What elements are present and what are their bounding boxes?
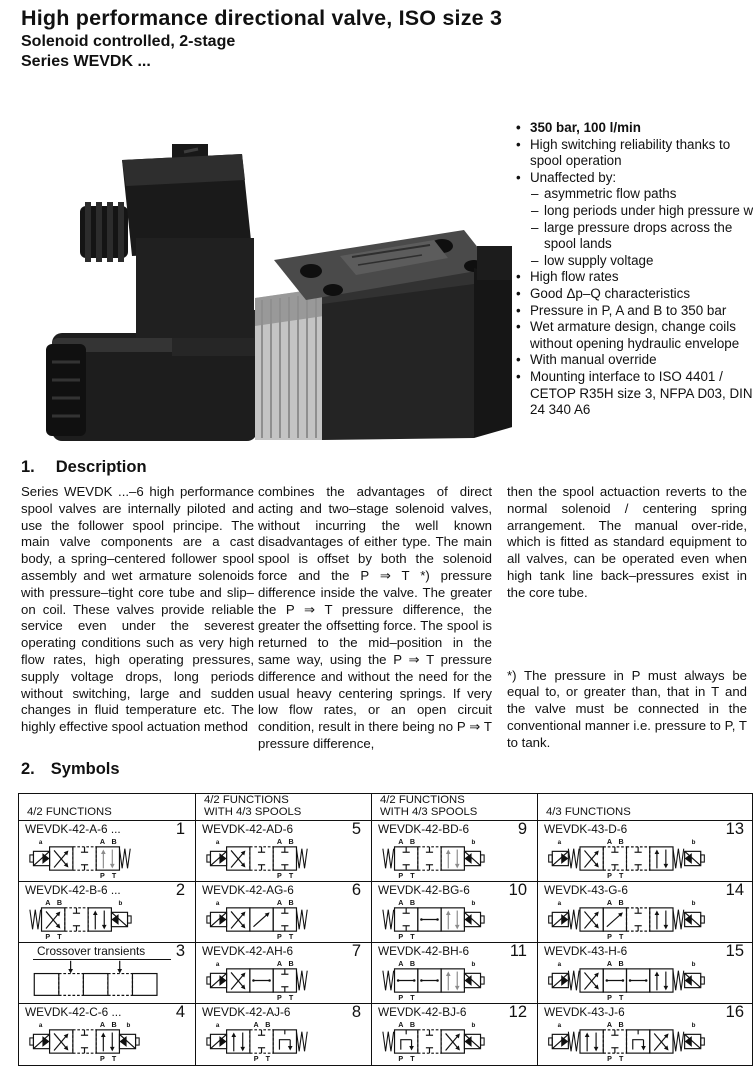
valve-symbol-graphic bbox=[27, 959, 165, 999]
symbol-cell bbox=[538, 943, 753, 1004]
svg-text:A: A bbox=[99, 838, 106, 847]
svg-text:b: b bbox=[691, 839, 696, 847]
symbol-drawing bbox=[25, 898, 191, 941]
svg-text:A: A bbox=[606, 1021, 613, 1030]
series-name: Series WEVDK ... bbox=[21, 53, 151, 70]
svg-text:B: B bbox=[288, 899, 294, 908]
symbol-number: 13 bbox=[725, 821, 744, 838]
feature-item bbox=[516, 220, 753, 253]
svg-text:A: A bbox=[606, 960, 613, 969]
svg-text:P: P bbox=[398, 933, 404, 941]
symbol-label: WEVDK-42-BD-6 bbox=[378, 822, 470, 836]
symbol-label: WEVDK-42-BJ-6 bbox=[378, 1005, 467, 1019]
symbol-label: WEVDK-42-AD-6 bbox=[202, 822, 294, 836]
svg-text:A: A bbox=[99, 1021, 106, 1030]
bullet-icon: • bbox=[516, 285, 521, 301]
svg-text:P: P bbox=[277, 933, 282, 941]
svg-text:T: T bbox=[410, 994, 415, 1002]
symbol-drawing bbox=[378, 959, 533, 1002]
svg-text:P: P bbox=[607, 872, 612, 880]
svg-text:a: a bbox=[215, 961, 220, 969]
symbol-drawing bbox=[544, 898, 750, 941]
valve-symbol-graphic bbox=[380, 898, 487, 941]
svg-text:P: P bbox=[607, 1055, 612, 1063]
feature-text: High flow rates bbox=[530, 269, 619, 285]
description-column-2: combines the advantages of direct acting and two–stage solenoid valves, without incurring the well known disadvantages of either type. The main spool is offset by both the solenoid force and the P ⇒ T *) pressure difference inside the valve. The greater the P ⇒ T pressure difference, the greater the offsetting force. The spool is returned to the mid–position in the same way, using the P ⇒ T pressure difference and without the need for the usual heavy centering springs. If very low flow rates, or an open circuit condition, result in there being no P ⇒ T pressure difference, bbox=[258, 484, 492, 751]
svg-text:B: B bbox=[111, 1021, 117, 1030]
valve-symbol-graphic bbox=[380, 837, 487, 880]
svg-text:B: B bbox=[618, 960, 624, 969]
svg-text:P: P bbox=[45, 933, 51, 941]
symbol-drawing bbox=[25, 1020, 191, 1063]
svg-text:B: B bbox=[265, 1021, 271, 1030]
symbol-number: 1 bbox=[175, 821, 185, 838]
valve-symbol-graphic bbox=[204, 837, 311, 880]
dash-icon: – bbox=[531, 219, 539, 235]
symbol-drawing bbox=[202, 959, 367, 1002]
svg-text:B: B bbox=[288, 838, 294, 847]
symbol-cell bbox=[372, 821, 538, 882]
svg-text:P: P bbox=[277, 872, 282, 880]
symbol-drawing bbox=[378, 837, 533, 880]
svg-text:B: B bbox=[618, 1021, 624, 1030]
dash-icon: – bbox=[531, 202, 539, 218]
feature-text: Mounting interface to ISO 4401 / CETOP R35H size 3, NFPA D03, DIN 24 340 A6 bbox=[530, 368, 753, 418]
svg-text:P: P bbox=[277, 994, 282, 1002]
svg-text:T: T bbox=[288, 994, 294, 1002]
bullet-icon: • bbox=[516, 169, 521, 185]
symbol-label: WEVDK-43-G-6 bbox=[544, 883, 628, 897]
svg-text:B: B bbox=[409, 838, 416, 847]
symbol-cell bbox=[372, 943, 538, 1004]
symbol-label: WEVDK-42-AG-6 bbox=[202, 883, 294, 897]
symbol-label: WEVDK-42-BH-6 bbox=[378, 944, 470, 958]
symbol-cell bbox=[19, 821, 196, 882]
symbol-cell bbox=[372, 1004, 538, 1065]
feature-item bbox=[516, 120, 753, 137]
symbol-cell bbox=[19, 882, 196, 943]
bullet-icon: • bbox=[516, 368, 521, 384]
svg-text:B: B bbox=[111, 838, 117, 847]
feature-text: Wet armature design, change coils without opening hydraulic envelope bbox=[530, 319, 740, 351]
valve-symbol-graphic bbox=[204, 959, 311, 1002]
svg-text:T: T bbox=[111, 1055, 117, 1063]
symbol-label: WEVDK-42-AJ-6 bbox=[202, 1005, 291, 1019]
valve-symbol-graphic bbox=[204, 898, 311, 941]
feature-list bbox=[516, 120, 753, 419]
symbol-drawing bbox=[25, 959, 191, 999]
svg-text:T: T bbox=[111, 872, 117, 880]
feature-item bbox=[516, 203, 753, 220]
symbol-drawing bbox=[202, 898, 367, 941]
section-number: 2. bbox=[21, 760, 35, 778]
dash-icon: – bbox=[531, 186, 539, 202]
section-title: Description bbox=[55, 458, 147, 476]
description-column-1: Series WEVDK ...–6 high performance spool valves are internally piloted and use the follower spool principe. The main valve components are a cast body, a spring–centered follower spool assembly and wet armature solenoids with pressure–tight core tube and slip–on coil. These valves provide reliable service even under the severest operating conditions such as very high flow rates, high operating pressures, supply voltage drops, long periods without switching, large and sudden changes in fluid temperature etc. The highly effective spool actuation method bbox=[21, 484, 254, 735]
svg-text:A: A bbox=[398, 899, 404, 908]
symbol-label: WEVDK-42-C-6 ... bbox=[25, 1005, 122, 1019]
feature-text: With manual override bbox=[530, 352, 657, 368]
symbol-number: 15 bbox=[725, 943, 744, 960]
feature-text: High switching reliability thanks to spool operation bbox=[530, 136, 731, 169]
bullet-icon: • bbox=[516, 319, 521, 335]
page-subtitle: Solenoid controlled, 2-stage bbox=[21, 33, 236, 50]
svg-text:A: A bbox=[398, 838, 404, 847]
symbol-label: WEVDK-42-A-6 ... bbox=[25, 822, 121, 836]
svg-text:a: a bbox=[38, 839, 43, 847]
svg-text:B: B bbox=[618, 838, 624, 847]
symbol-cell bbox=[538, 821, 753, 882]
symbol-number: 5 bbox=[351, 821, 361, 838]
svg-text:A: A bbox=[45, 899, 51, 908]
symbol-label: WEVDK-43-J-6 bbox=[544, 1005, 625, 1019]
symbols-column-header: 4/2 FUNCTIONS bbox=[19, 794, 196, 821]
description-column-3-text: then the spool actuaction reverts to the normal solenoid / centering spring arrangement. The manual over-ride, which is fitted as standard equipment to all valves, can be operated even when high tank line back–pressures exist in the core tube. bbox=[507, 484, 747, 600]
valve-symbol-graphic bbox=[546, 1020, 707, 1063]
symbol-number: 3 bbox=[175, 943, 185, 960]
symbol-label: Crossover transients bbox=[33, 944, 171, 960]
symbol-label: WEVDK-42-BG-6 bbox=[378, 883, 470, 897]
feature-text: large pressure drops across the spool lands bbox=[544, 219, 733, 252]
symbol-cell bbox=[196, 821, 372, 882]
svg-text:A: A bbox=[398, 960, 404, 969]
valve-symbol-graphic bbox=[546, 898, 707, 941]
symbol-cell bbox=[19, 1004, 196, 1065]
description-column-3 bbox=[507, 484, 747, 752]
symbol-cell bbox=[196, 882, 372, 943]
section-heading-symbols bbox=[21, 760, 120, 779]
symbol-number: 16 bbox=[725, 1004, 744, 1021]
svg-text:b: b bbox=[471, 961, 476, 969]
product-photo bbox=[22, 118, 512, 448]
symbols-table bbox=[18, 793, 753, 1066]
feature-item bbox=[516, 352, 753, 369]
svg-text:b: b bbox=[691, 1022, 696, 1030]
symbols-column-header: 4/3 FUNCTIONS bbox=[538, 794, 753, 821]
svg-text:b: b bbox=[471, 1022, 476, 1030]
symbol-number: 4 bbox=[175, 1004, 185, 1021]
feature-text: Unaffected by: bbox=[530, 169, 617, 185]
symbol-label: WEVDK-43-D-6 bbox=[544, 822, 628, 836]
symbol-number: 11 bbox=[509, 943, 527, 960]
svg-text:P: P bbox=[607, 994, 612, 1002]
symbol-number: 7 bbox=[351, 943, 361, 960]
symbol-drawing bbox=[378, 898, 533, 941]
svg-text:T: T bbox=[618, 994, 624, 1002]
svg-text:A: A bbox=[253, 1021, 259, 1030]
valve-symbol-graphic bbox=[380, 1020, 487, 1063]
svg-text:P: P bbox=[253, 1055, 259, 1063]
section-number: 1. bbox=[21, 458, 35, 476]
svg-text:b: b bbox=[126, 1022, 131, 1030]
symbol-number: 8 bbox=[351, 1004, 361, 1021]
valve-symbol-graphic bbox=[27, 1020, 142, 1063]
symbol-label: WEVDK-42-B-6 ... bbox=[25, 883, 121, 897]
feature-text: 350 bar, 100 l/min bbox=[530, 120, 641, 135]
feature-text: Pressure in P, A and B to 350 bar bbox=[530, 302, 727, 318]
svg-text:a: a bbox=[38, 1022, 43, 1030]
bullet-icon: • bbox=[516, 302, 521, 318]
svg-text:P: P bbox=[398, 872, 404, 880]
svg-text:B: B bbox=[288, 960, 294, 969]
svg-text:b: b bbox=[471, 900, 476, 908]
symbol-cell bbox=[538, 882, 753, 943]
svg-text:a: a bbox=[215, 1022, 220, 1030]
footnote: *) The pressure in P must always be equal to, or greater than, that in T and the valve must be connected in the conventional manner i.e. pressure to P, T to tank. bbox=[507, 667, 747, 750]
symbols-column-header: 4/2 FUNCTIONS WITH 4/3 SPOOLS bbox=[196, 794, 372, 821]
svg-text:a: a bbox=[557, 961, 562, 969]
svg-text:T: T bbox=[265, 1055, 270, 1063]
symbol-drawing bbox=[544, 1020, 750, 1063]
feature-text: long periods under high pressure w bbox=[544, 202, 753, 218]
feature-item bbox=[516, 253, 753, 270]
symbol-drawing bbox=[378, 1020, 533, 1063]
svg-text:B: B bbox=[409, 1021, 416, 1030]
bullet-icon: • bbox=[516, 269, 521, 285]
feature-item bbox=[516, 369, 753, 419]
symbol-drawing bbox=[202, 837, 367, 880]
symbol-number: 12 bbox=[508, 1004, 527, 1021]
symbol-drawing bbox=[25, 837, 191, 880]
svg-text:B: B bbox=[409, 899, 416, 908]
symbol-drawing bbox=[544, 959, 750, 1002]
svg-text:A: A bbox=[606, 899, 613, 908]
feature-text: Good Δp–Q characteristics bbox=[530, 285, 691, 301]
symbol-label: WEVDK-43-H-6 bbox=[544, 944, 628, 958]
svg-text:A: A bbox=[398, 1021, 404, 1030]
svg-text:P: P bbox=[398, 1055, 404, 1063]
dash-icon: – bbox=[531, 252, 539, 268]
svg-text:a: a bbox=[557, 839, 562, 847]
svg-text:B: B bbox=[409, 960, 416, 969]
svg-text:T: T bbox=[288, 872, 294, 880]
bullet-icon: • bbox=[516, 136, 521, 152]
svg-text:b: b bbox=[118, 900, 123, 908]
symbol-cell bbox=[372, 882, 538, 943]
svg-text:T: T bbox=[57, 933, 62, 941]
symbol-number: 2 bbox=[175, 882, 185, 899]
bullet-icon: • bbox=[516, 120, 521, 135]
svg-text:T: T bbox=[410, 1055, 415, 1063]
svg-text:B: B bbox=[618, 899, 624, 908]
svg-text:A: A bbox=[276, 899, 283, 908]
svg-text:T: T bbox=[410, 872, 415, 880]
feature-text: low supply voltage bbox=[544, 252, 654, 268]
svg-text:b: b bbox=[691, 900, 696, 908]
feature-item bbox=[516, 303, 753, 320]
svg-text:a: a bbox=[557, 1022, 562, 1030]
svg-text:b: b bbox=[471, 839, 476, 847]
feature-item bbox=[516, 319, 753, 352]
valve-symbol-graphic bbox=[204, 1020, 311, 1063]
page-title: High performance directional valve, ISO size 3 bbox=[21, 6, 503, 30]
svg-text:b: b bbox=[691, 961, 696, 969]
svg-text:P: P bbox=[100, 872, 105, 880]
section-title: Symbols bbox=[50, 760, 120, 778]
symbols-column-header: 4/2 FUNCTIONS WITH 4/3 SPOOLS bbox=[372, 794, 538, 821]
valve-symbol-graphic bbox=[27, 837, 134, 880]
symbol-cell bbox=[196, 1004, 372, 1065]
svg-text:a: a bbox=[557, 900, 562, 908]
svg-text:A: A bbox=[276, 960, 283, 969]
section-heading-description bbox=[21, 458, 147, 477]
symbol-number: 14 bbox=[725, 882, 744, 899]
symbol-cell bbox=[19, 943, 196, 1004]
symbol-label: WEVDK-42-AH-6 bbox=[202, 944, 294, 958]
svg-text:A: A bbox=[606, 838, 613, 847]
svg-text:B: B bbox=[56, 899, 63, 908]
svg-text:P: P bbox=[607, 933, 612, 941]
valve-end-block bbox=[474, 268, 512, 438]
feature-item bbox=[516, 137, 753, 170]
svg-text:a: a bbox=[215, 839, 220, 847]
valve-symbol-graphic bbox=[546, 837, 707, 880]
svg-text:P: P bbox=[100, 1055, 105, 1063]
symbol-cell bbox=[538, 1004, 753, 1065]
feature-item bbox=[516, 269, 753, 286]
symbol-number: 9 bbox=[517, 821, 527, 838]
svg-text:T: T bbox=[618, 933, 624, 941]
feature-item bbox=[516, 186, 753, 203]
symbol-number: 10 bbox=[508, 882, 527, 899]
feature-item bbox=[516, 286, 753, 303]
svg-text:P: P bbox=[398, 994, 404, 1002]
valve-symbol-graphic bbox=[380, 959, 487, 1002]
feature-text: asymmetric flow paths bbox=[544, 186, 677, 202]
valve-symbol-graphic bbox=[27, 898, 134, 941]
svg-text:T: T bbox=[618, 872, 624, 880]
svg-text:a: a bbox=[215, 900, 220, 908]
symbol-drawing bbox=[544, 837, 750, 880]
svg-text:T: T bbox=[410, 933, 415, 941]
feature-item bbox=[516, 170, 753, 187]
symbol-cell bbox=[196, 943, 372, 1004]
valve-symbol-graphic bbox=[546, 959, 707, 1002]
svg-text:T: T bbox=[618, 1055, 624, 1063]
svg-text:A: A bbox=[276, 838, 283, 847]
symbol-drawing bbox=[202, 1020, 367, 1063]
symbol-number: 6 bbox=[351, 882, 361, 899]
svg-text:T: T bbox=[288, 933, 294, 941]
bullet-icon: • bbox=[516, 352, 521, 368]
